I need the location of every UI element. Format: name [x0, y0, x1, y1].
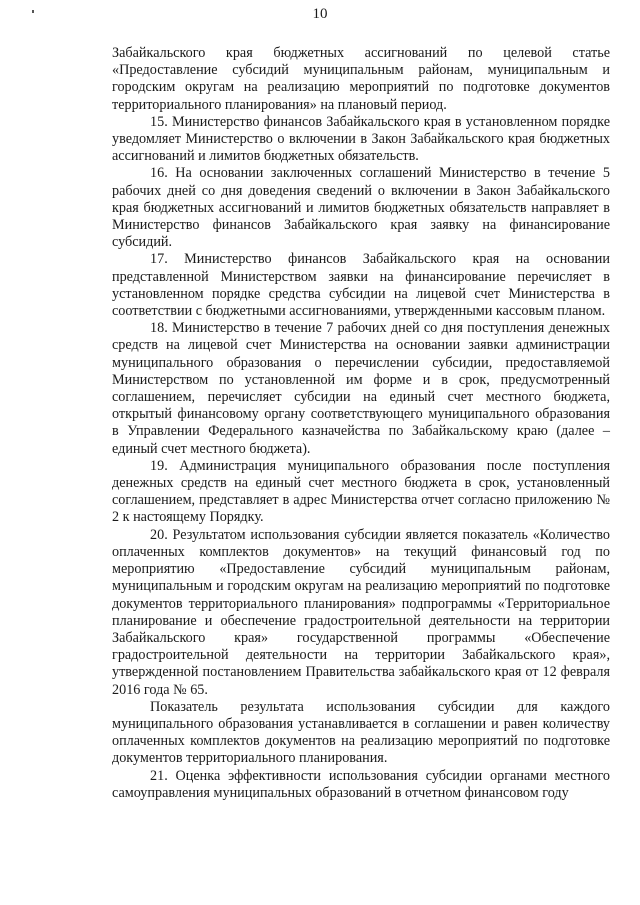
paragraph-17: 17. Министерство финансов Забайкальского края на основании представленной Министерством заявки на финансирование перечисляет в установленном порядке средства субсидии на лицевой счет Министерства в соответствии с бюджетными ассигнованиями, утвержденными кассовым планом.: [112, 251, 610, 320]
paragraph-indicator: Показатель результата использования субсидии для каждого муниципального образования устанавливается в соглашении и равен количеству оплаченных комплектов документов на реализацию мероприятий по подготовке документов территориального планирования.: [112, 698, 610, 767]
paragraph-19: 19. Администрация муниципального образования после поступления денежных средств на единый счет местного бюджета в срок, установленный соглашением, представляет в адрес Министерства отчет согласно приложению № 2 к настоящему Порядку.: [112, 457, 610, 526]
paragraph-18: 18. Министерство в течение 7 рабочих дней со дня поступления денежных средств на лицевой счет Министерства на основании заявки администрации муниципального образования о перечислении субсидии, предоставляемой Министерством по установленной им форме и в срок, предусмотренный соглашением, перечисляет субсидии на единый счет местного бюджета, открытый финансовому органу соответствующего муниципального образования в Управлении Федерального казначейства по Забайкальскому краю (далее – единый счет местного бюджета).: [112, 320, 610, 457]
paragraph-16: 16. На основании заключенных соглашений Министерство в течение 5 рабочих дней со дня доведения сведений о включении в Закон Забайкальского края бюджетных ассигнований и лимитов бюджетных обязательств направляет в Министерство финансов Забайкальского края заявку на финансирование субсидий.: [112, 165, 610, 251]
document-body: [112, 45, 610, 802]
paragraph-15: 15. Министерство финансов Забайкальского края в установленном порядке уведомляет Министерство о включении в Закон Забайкальского края бюджетных ассигнований и лимитов бюджетных обязательств.: [112, 113, 610, 165]
paragraph-21: 21. Оценка эффективности использования субсидии органами местного самоуправления муниципальных образований в отчетном финансовом году: [112, 767, 610, 801]
page-number: 10: [312, 6, 328, 22]
paragraph-continuation: Забайкальского края бюджетных ассигнований по целевой статье «Предоставление субсидий муниципальным районам, муниципальным и городским округам на реализацию мероприятий по подготовке документов территориального планирования» на плановый период.: [112, 45, 610, 113]
paragraph-20: 20. Результатом использования субсидии является показатель «Количество оплаченных комплектов документов» на текущий финансовый год по мероприятию «Предоставление субсидий муниципальным районам, муниципальным и городским округам на реализацию мероприятий по подготовке документов территориального планирования» подпрограммы «Территориальное планирование и обеспечение градостроительной деятельности на территории Забайкальского края» государственной программы «Обеспечение градостроительной деятельности на территории Забайкальского края», утвержденной постановлением Правительства забайкальского края от 12 февраля 2016 года № 65.: [112, 526, 610, 698]
